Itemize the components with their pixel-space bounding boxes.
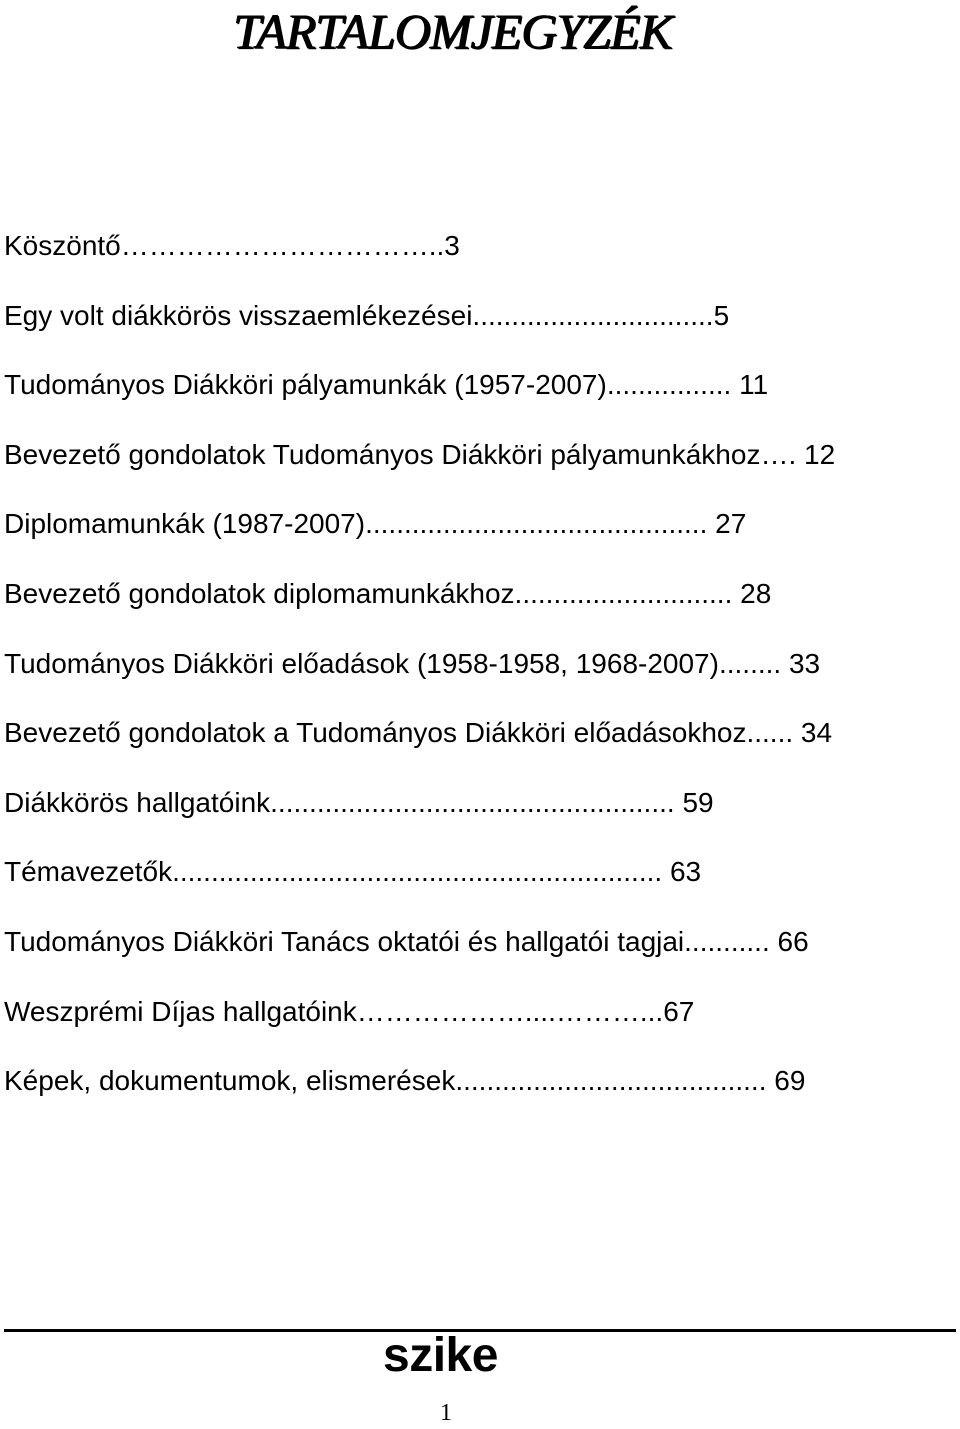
- toc-entry-text: Tudományos Diákköri Tanács oktatói és hallgatói tagjai........... 66: [4, 925, 809, 957]
- toc-entry: [4, 703, 904, 773]
- toc-entry: [4, 494, 904, 564]
- toc-entry-text: Témavezetők............................................................... 63: [4, 856, 702, 888]
- toc-entry-text: Képek, dokumentumok, elismerések........................................ 69: [4, 1065, 806, 1097]
- toc-entry: [4, 355, 904, 425]
- toc-entry: [4, 1051, 904, 1121]
- publisher-name: szike: [383, 1329, 498, 1382]
- toc-entry-text: Tudományos Diákköri előadások (1958-1958, 1968-2007)........ 33: [4, 647, 821, 679]
- toc-entry: [4, 634, 904, 704]
- document-title: TARTALOMJEGYZÉK: [233, 3, 672, 59]
- toc-entry: [4, 982, 904, 1052]
- toc-entry-text: Weszprémi Díjas hallgatóink………………....………...67: [4, 995, 695, 1027]
- table-of-contents: [4, 216, 904, 1121]
- toc-entry: [4, 564, 904, 634]
- toc-entry: [4, 912, 904, 982]
- toc-entry: [4, 773, 904, 843]
- toc-entry-text: Diplomamunkák (1987-2007)............................................ 27: [4, 508, 747, 540]
- toc-entry-text: Diákkörös hallgatóink.................................................... 59: [4, 786, 714, 818]
- toc-entry-text: Bevezető gondolatok Tudományos Diákköri pályamunkákhoz…. 12: [4, 438, 836, 470]
- toc-entry-text: Bevezető gondolatok diplomamunkákhoz............................ 28: [4, 577, 772, 609]
- page-number: 1: [440, 1400, 452, 1426]
- toc-entry-text: Tudományos Diákköri pályamunkák (1957-2007)................ 11: [4, 369, 769, 401]
- toc-entry-text: Köszöntő……………………………..3: [4, 230, 460, 261]
- toc-entry-text: Bevezető gondolatok a Tudományos Diákköri előadásokhoz...... 34: [4, 717, 833, 749]
- toc-entry: [4, 425, 904, 495]
- toc-entry: [4, 286, 904, 356]
- toc-entry-text: Egy volt diákkörös visszaemlékezései...............................5: [4, 299, 730, 331]
- toc-entry: [4, 842, 904, 912]
- toc-entry: [4, 216, 904, 286]
